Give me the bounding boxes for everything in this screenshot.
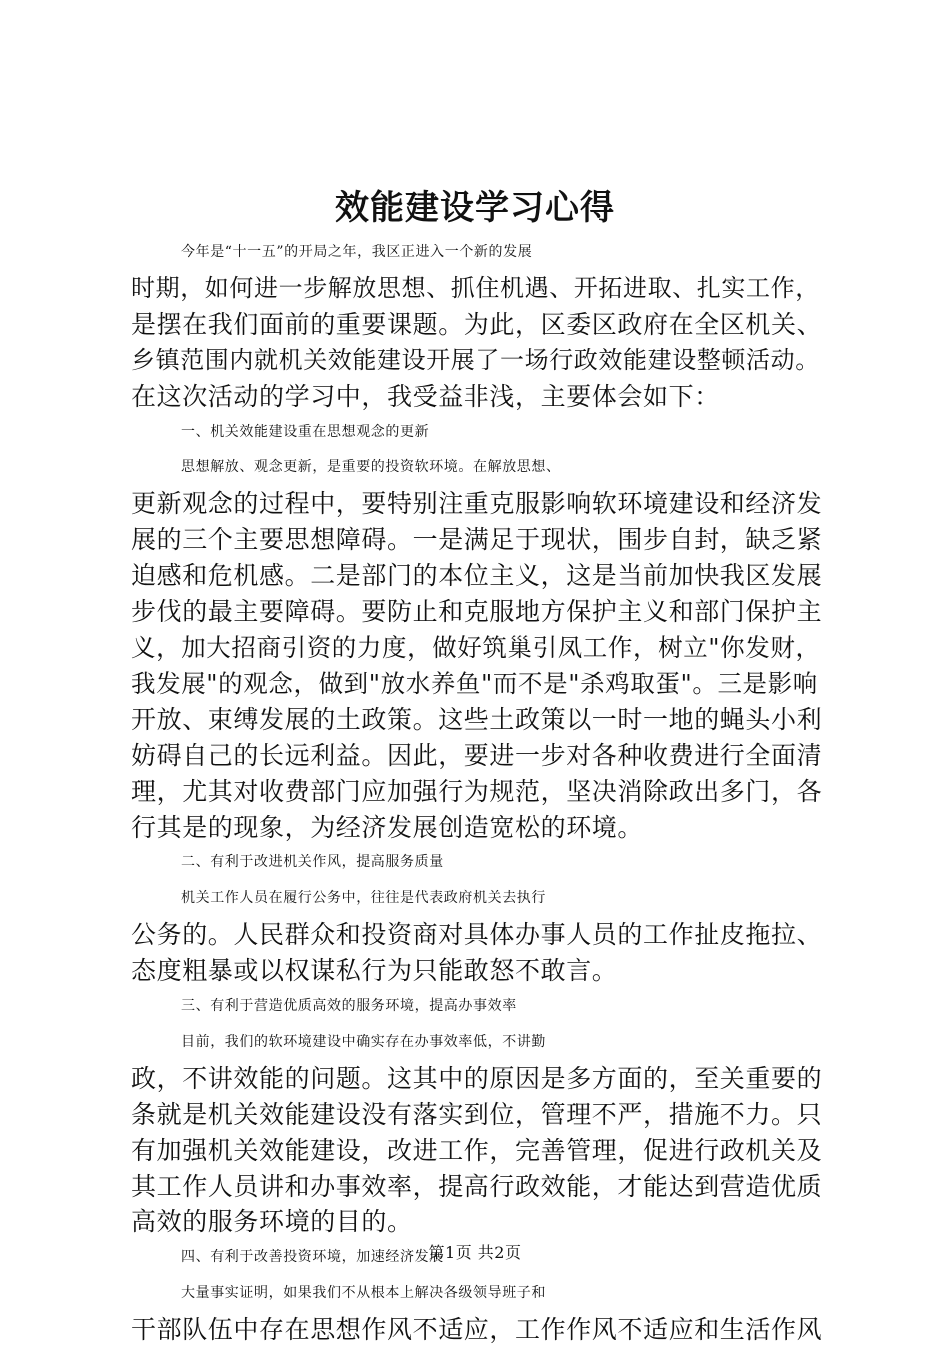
- text-line: 今年是“十一五”的开局之年，我区正进入一个新的发展: [181, 244, 533, 260]
- section-heading: 一、机关效能建设重在思想观念的更新: [181, 423, 430, 440]
- text-line: 思想解放、观念更新，是重要的投资软环境。在解放思想、: [181, 459, 561, 476]
- text-line: 时期，如何进一步解放思想、抓住机遇、开拓进取、扎实工作，: [131, 273, 820, 302]
- text-line: 干部队伍中存在思想作风不适应，工作作风不适应和生活作风: [131, 1315, 823, 1345]
- text-line: 义，加大招商引资的力度，做好筑巢引凤工作，树立"你发财，: [131, 632, 821, 662]
- text-line: 目前，我们的软环境建设中确实存在办事效率低，不讲勤: [181, 1033, 546, 1050]
- text-line: 有加强机关效能建设，改进工作，完善管理，促进行政机关及: [131, 1135, 823, 1165]
- text-line: 迫感和危机感。二是部门的本位主义，这是当前加快我区发展: [131, 561, 823, 591]
- text-line: 公务的。人民群众和投资商对具体办事人员的工作扯皮拖拉、: [131, 920, 823, 950]
- text-line: 开放、束缚发展的土政策。这些土政策以一时一地的蝇头小利: [131, 704, 823, 734]
- text-line: 乡镇范围内就机关效能建设开展了一场行政效能建设整顿活动。: [131, 345, 820, 374]
- document-body: [131, 235, 831, 1348]
- text-line: 是摆在我们面前的重要课题。为此，区委区政府在全区机关、: [131, 309, 823, 339]
- text-line: 机关工作人员在履行公务中，往往是代表政府机关去执行: [181, 890, 546, 907]
- section-heading: 二、有利于改进机关作风，提高服务质量: [181, 854, 444, 871]
- text-line: 其工作人员讲和办事效率，提高行政效能，才能达到营造优质: [131, 1171, 823, 1201]
- text-line: 展的三个主要思想障碍。一是满足于现状，围步自封，缺乏紧: [131, 525, 823, 555]
- text-line: 更新观念的过程中，要特别注重克服影响软环境建设和经济发: [131, 489, 823, 519]
- document-title: 效能建设学习心得: [335, 188, 615, 228]
- text-line: 高效的服务环境的目的。: [131, 1207, 413, 1237]
- text-line: 行其是的现象，为经济发展创造宽松的环境。: [131, 812, 644, 842]
- section-heading: 四、有利于改善投资环境，加速经济发展: [181, 1249, 444, 1266]
- text-line: 步伐的最主要障碍。要防止和克服地方保护主义和部门保护主: [131, 597, 823, 627]
- text-line: 理，尤其对收费部门应加强行为规范，坚决消除政出多门，各: [131, 776, 823, 806]
- section-heading: 三、有利于营造优质高效的服务环境，提高办事效率: [181, 998, 517, 1015]
- text-line: 条就是机关效能建设没有落实到位，管理不严，措施不力。只: [131, 1099, 823, 1129]
- text-line: 妨碍自己的长远利益。因此，要进一步对各种收费进行全面清: [131, 740, 823, 770]
- text-line: 政，不讲效能的问题。这其中的原因是多方面的，至关重要的: [131, 1063, 823, 1093]
- text-line: 我发展"的观念，做到"放水养鱼"而不是"杀鸡取蛋"。三是影响: [131, 668, 818, 698]
- text-line: 态度粗暴或以权谋私行为只能敢怒不敢言。: [131, 956, 618, 986]
- page-footer: 第1页 共2页: [428, 1243, 522, 1262]
- text-line: 在这次活动的学习中，我受益非浅，主要体会如下：: [131, 381, 720, 411]
- text-line: 大量事实证明，如果我们不从根本上解决各级领导班子和: [181, 1285, 546, 1302]
